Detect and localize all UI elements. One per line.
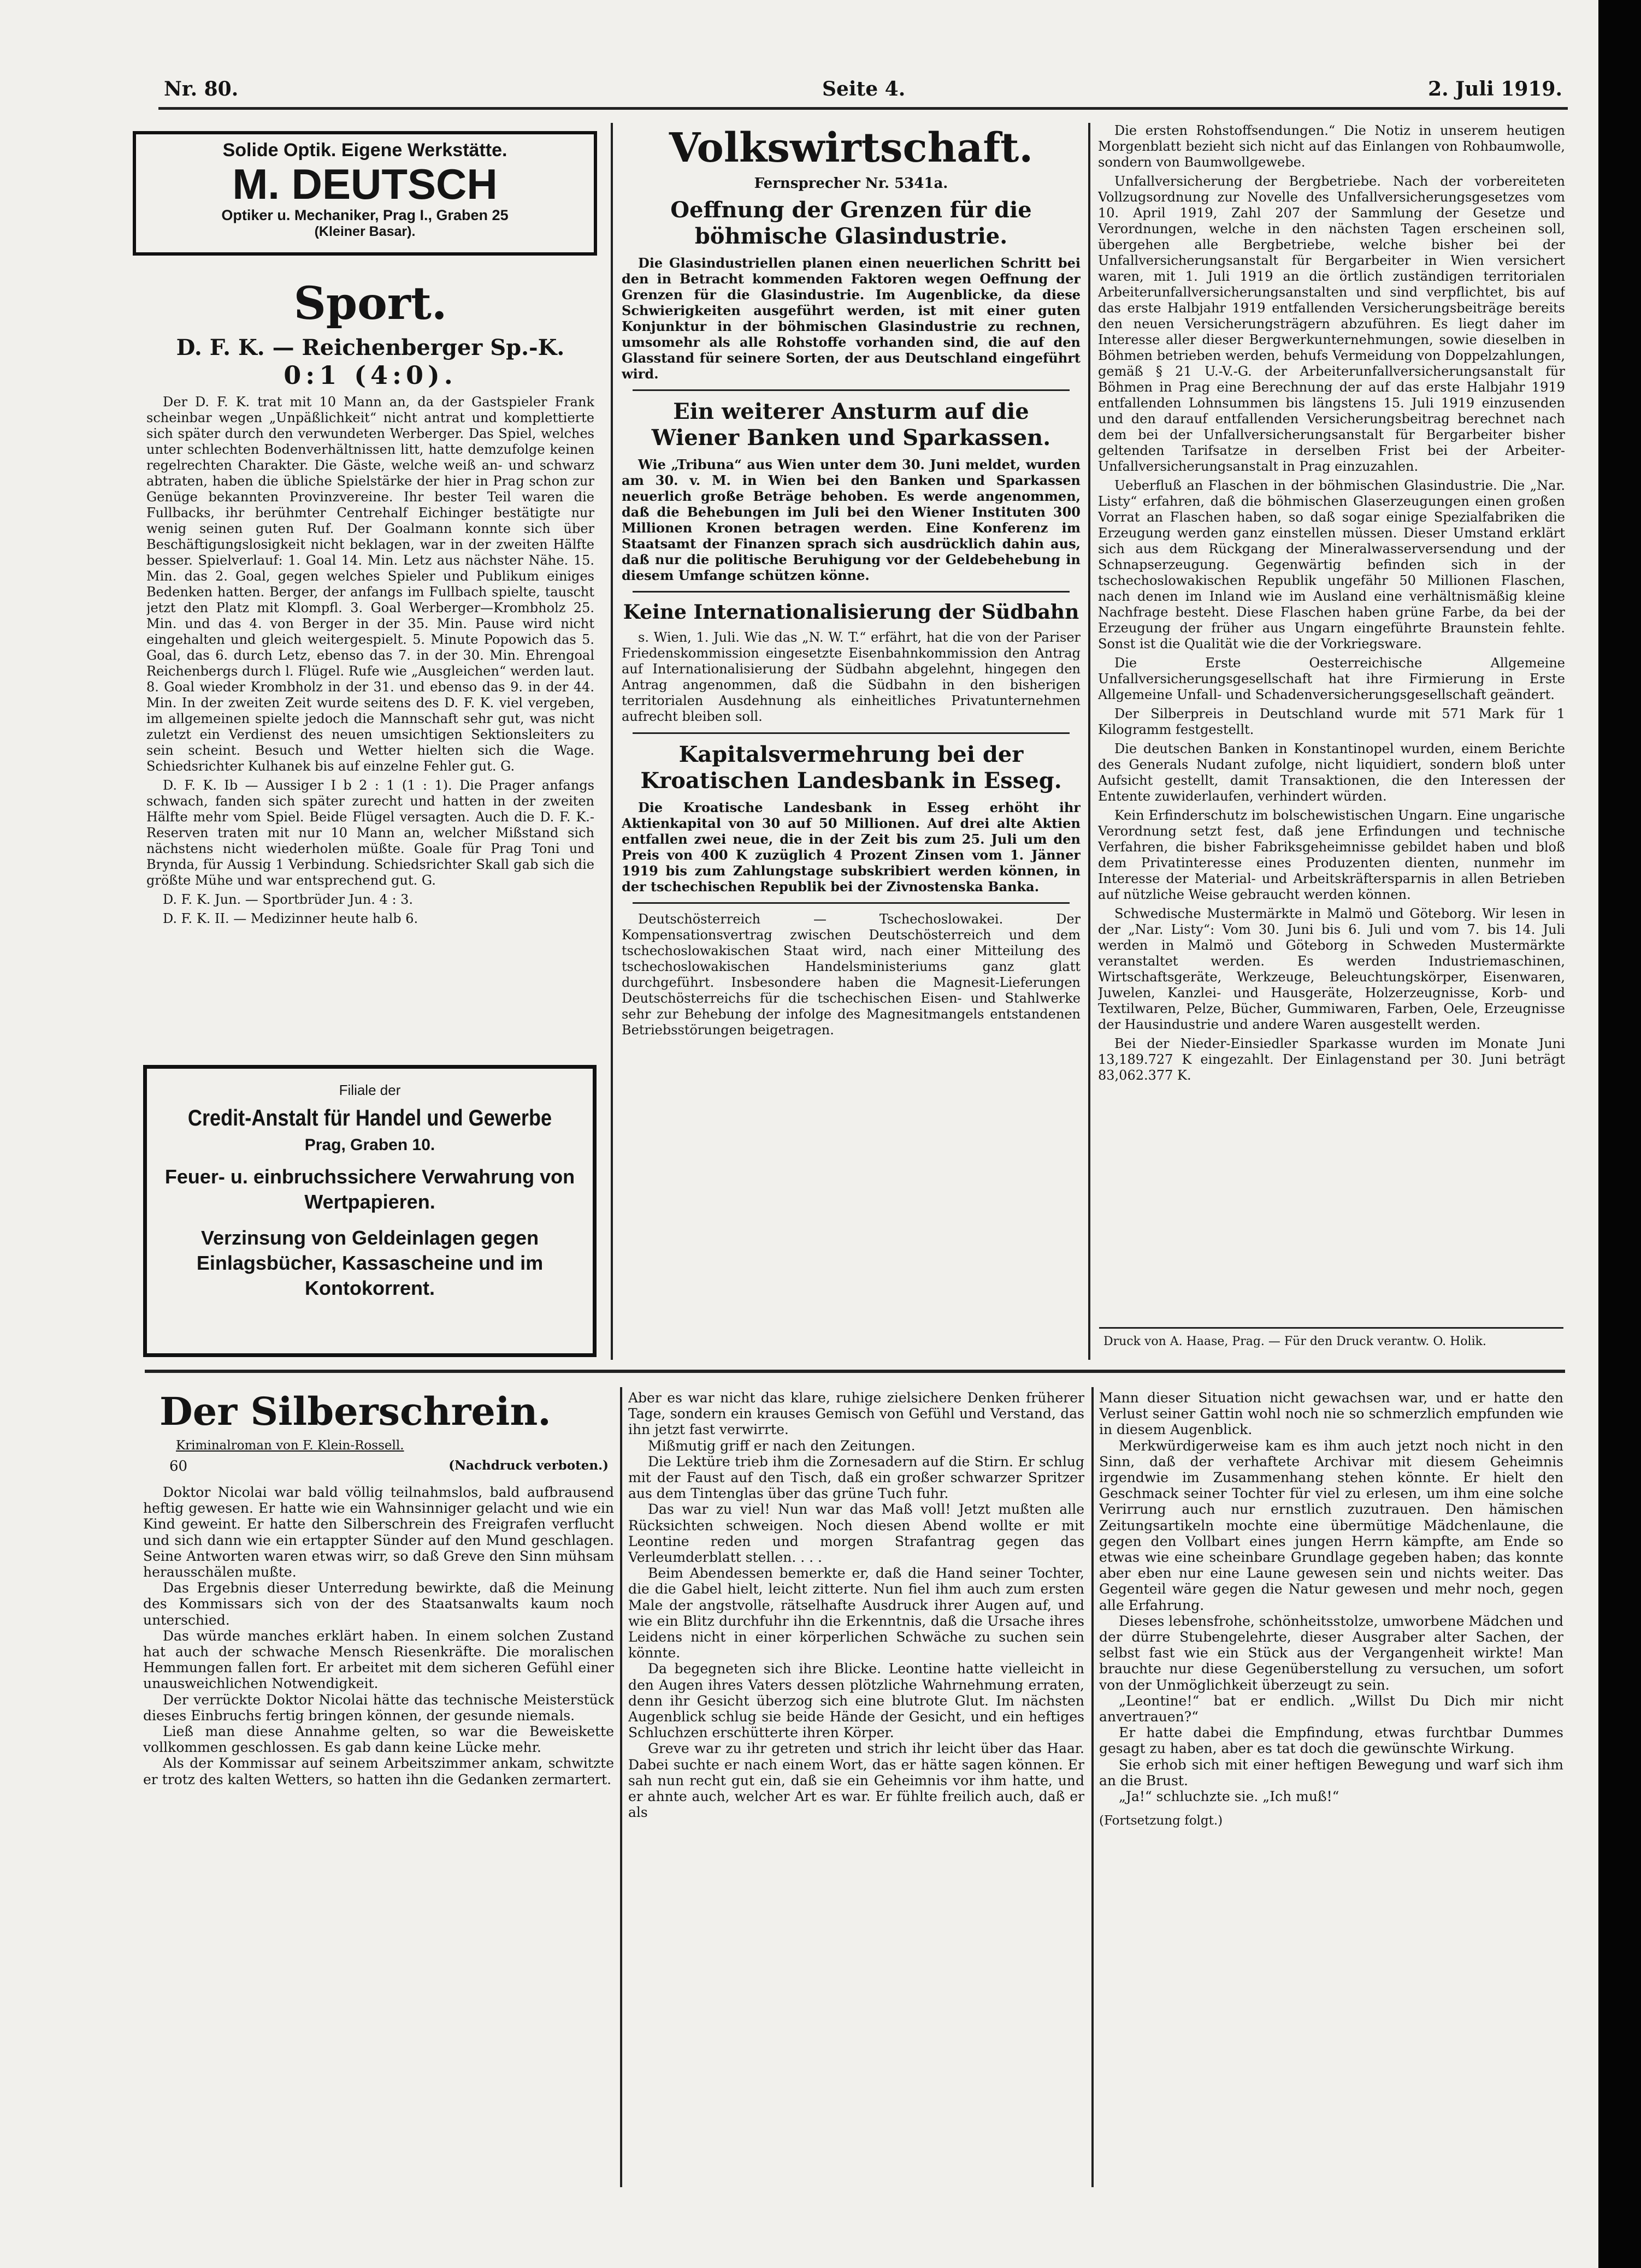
page-number: Seite 4. [822,78,906,100]
section-rule [145,1370,1565,1373]
volks-article2-title: Ein weiterer Ansturm auf die Wiener Banken und Sparkassen. [651,399,1051,451]
notice-paragraph: Die Erste Oesterreichische Allgemeine Unfallversicherungsgesellschaft hat ihre Firmierung in Erste Allgemeine Unfall- und Schadenversicherungsgesellschaft geändert. [1098,655,1565,702]
sport-title: Sport. [293,277,447,330]
column-rule-1 [611,123,613,1360]
serial-paragraph: Das würde manches erklärt haben. In einem solchen Zustand hat auch der schwache Mensch Riesenkräfte. Die moralischen Hemmungen fallen fort. Er arbeitet mit dem sicheren Gefühl einer unausweichlichen Notwendigkeit. [143,1627,614,1692]
column-rule-2 [1088,123,1090,1360]
serial-paragraph: Der verrückte Doktor Nicolai hätte das technische Meisterstück dieses Einbruchs fertig bringen können, der gesunde niemals. [143,1691,614,1724]
volks-divider [633,591,1070,593]
volks-article1-title: Oeffnung der Grenzen für die böhmische Glasindustrie. [670,197,1032,249]
serial-paragraph: Mißmutig griff er nach den Zeitungen. [648,1437,916,1454]
notice-paragraph: Die ersten Rohstoffsendungen.“ Die Notiz in unserem heutigen Morgenblatt bezieht sich nicht auf das Einlangen von Rohbaumwolle, sondern von Baumwollgewebe. [1098,123,1565,170]
sport-score: 0:1 (4:0). [284,360,457,390]
serial-paragraph: Das war zu viel! Nun war das Maß voll! Jetzt mußten alle Rücksichten schweigen. Noch diesen Abend wollte er mit Leontine reden und morgen Strafantrag gegen das Verleumderblatt stellen. . . . [628,1501,1084,1566]
serial-paragraph: „Leontine!“ bat er endlich. „Willst Du Dich mir nicht anvertrauen?“ [1099,1692,1563,1725]
serial-paragraph: „Ja!“ schluchzte sie. „Ich muß!“ [1119,1789,1339,1805]
volks-divider [633,902,1070,904]
notice-paragraph: Kein Erfinderschutz im bolschewistischen Ungarn. Eine ungarische Verordnung setzt fest, daß jene Erfindungen und technische Verfahren, die bisher Fabriksgeheimnisse gebildet haben und bloß dem Privatinteresse eines Produzenten dienten, nunmehr im Interesse der Material- und Arbeitskräftersparnis in allen Betrieben auf nützliche Weise gebraucht werden können. [1098,808,1565,902]
volks-article5-text: Deutschösterreich — Tschechoslowakei. Der Kompensationsvertrag zwischen Deutschösterreich und dem tschechoslowakischen Staat wird, nach einer Mitteilung des tschechoslowakischen Handelsministeriums ganz glatt durchgeführt. Insbesondere haben die Magnesit-Lieferungen Deutschösterreichs für die tschechischen Eisen- und Stahlwerke sehr zur Behebung der infolge des Magnesitmangels entstandenen Betriebsstörungen beigetragen. [622,911,1081,1038]
volks-article2-text: Wie „Tribuna“ aus Wien unter dem 30. Juni meldet, wurden am 30. v. M. in Wien bei den Banken und Sparkassen neuerlich große Beträge behoben. Es werde angenommen, daß die Behebungen im Juli bei den Wiener Instituten 300 Millionen Kronen betragen werden. Eine Konferenz im Staatsamt der Finanzen sprach sich ausdrücklich dahin aus, daß nur die politische Beruhigung vor der Geldebehebung in diesem Umfange schützen könne. [622,457,1081,583]
serial-paragraph: Er hatte dabei die Empfindung, etwas furchtbar Dummes gesagt zu haben, aber es tat doch die gewünschte Wirkung. [1099,1725,1563,1757]
serial-installment-number: 60 [169,1458,188,1475]
serial-column-2 [628,1390,1084,2187]
serial-column-3 [1099,1390,1563,2187]
serial-paragraph: Greve war zu ihr getreten und strich ihr leicht über das Haar. Dabei suchte er nach einem Wort, das er hätte sagen können. Er sah nun recht gut ein, daß sie ein Geheimnis vor ihm hatte, und er ahnte auch, welcher Art es war. Er fühlte freilich auch, daß er als [628,1740,1084,1821]
volks-divider [633,389,1070,391]
serial-paragraph: Merkwürdigerweise kam es ihm auch jetzt noch nicht in den Sinn, daß der verhaftete Archivar mit diesem Geheimnis irgendwie im Zusammenhang stehen könnte. Er hielt den Geschmack seiner Tochter für viel zu erlesen, um ihm eine solche Verirrung auch nur ernstlich zuzutrauen. Den hämischen Zeitungsartikeln mochte eine übermütige Mädchenlaune, die gegen den Vollbart eines jungen Herrn kämpfte, am Ende so etwas wie eine scheinbare Grundlage gegeben haben; das konnte aber eben nur eine Laune gewesen sein und nichts weiter. Das Gegenteil wäre gegen die Natur gewesen und mehr noch, gegen alle Erfahrung. [1099,1437,1563,1613]
serial-reprint-note: (Nachdruck verboten.) [448,1458,609,1473]
volks-phone: Fernsprecher Nr. 5341a. [754,175,948,192]
issue-number: Nr. 80. [164,78,239,100]
volks-article3-text: s. Wien, 1. Juli. Wie das „N. W. T.“ erfährt, hat die von der Pariser Friedenskommission eingesetzte Eisenbahnkommission den Antrag auf Internationalisierung der Südbahn abgelehnt, hingegen den Antrag angenommen, daß die Südbahn in den bisherigen territorialen Ausdehnung als einheitliches Privatunternehmen aufrecht bleiben soll. [622,630,1081,724]
serial-paragraph: Beim Abendessen bemerkte er, daß die Hand seiner Tochter, die die Gabel hielt, leicht zitterte. Nun fiel ihm auch zum ersten Male der angstvolle, rätselhafte Ausdruck ihrer Augen auf, und wie ein Blitz durchfuhr ihn die Erkenntnis, daß die Ursache ihres Leidens nicht in einer körperlichen Schwäche zu suchen sein könnte. [628,1565,1084,1661]
notice-paragraph: Schwedische Mustermärkte in Malmö und Göteborg. Wir lesen in der „Nar. Listy“: Vom 30. Juni bis 6. Juli und vom 7. bis 14. Juli werden in Malmö und Göteborg in Schweden Mustermärkte veranstaltet werden. Es werden Industriemaschinen, Wirtschaftsgeräte, Werkzeuge, Beleuchtungskörper, Eisenwaren, Juwelen, Kanzlei- und Hausgeräte, Holzerzeugnisse, Korb- und Textilwaren, Pelze, Bücher, Gummiwaren, Farben, Oele, Erzeugnisse der Hausindustrie und andere Waren ausgestellt werden. [1098,906,1565,1032]
sport-paragraph: Der D. F. K. trat mit 10 Mann an, da der Gastspieler Frank scheinbar wegen „Unpäßlichkeit“ nicht antrat und komplettierte sich später durch den verwundeten Werberger. Das Spiel, welches unter schlechten Bodenverhältnissen litt, hatte demzufolge keinen regelrechten Charakter. Die Gäste, welche weiß an- und schwarz abtraten, haben die übliche Spielstärke der hier in Prag schon zur Genüge bekannten Provinzvereine. Ihr bester Teil waren die Fullbacks, ihr berühmter Centrehalf Eichinger bestätigte nur wenig seinen guten Ruf. Der Goalmann konnte sich über Beschäftigungslosigkeit nicht beklagen, war in der zweiten Hälfte besser. Spielverlauf: 1. Goal 14. Min. Letz aus nächster Nähe. 15. Min. das 2. Goal, gegen welches Spieler und Publikum einiges Bedenken hatten. Berger, der anfangs im Fullbach spielte, tauscht jetzt den Platz mit Klompfl. 3. Goal Werberger—Krombholz 25. Min. und das 4. von Berger in der 35. Min. Pause wird nicht eingehalten und gleich weitergespielt. 5. Minute Popowich das 5. Goal, das 6. durch Letz, ebenso das 7. in der 30. Min. Ehrengoal Reichenbergs durch l. Flügel. Rufe wie „Ausgleichen“ werden laut. 8. Goal wieder Krombholz in der 31. und ebenso das 9. in der 44. Min. In der zweiten Zeit wurde seitens des D. F. K. viel vergeben, im allgemeinen spielte jedoch die Mannschaft sehr gut, was nicht zuletzt ein Verdienst des neuen umsichtigen Sektionsleiters zu sein scheint. Besuch und Wetter hielten sich die Wage. Schiedsrichter Kulhanek bis auf einzelne Fehler gut. G. [146,394,594,774]
serial-paragraph: Da begegneten sich ihre Blicke. Leontine hatte vielleicht in den Augen ihres Vaters dessen plötzliche Wahrnehmung erraten, denn ihr Gesicht überzog sich eine blutrote Glut. Im nächsten Augenblick schlug sie beide Hände der Gesicht, und ein heftiges Schluchzen erschütterte ihren Körper. [628,1661,1084,1741]
ad-credit-service2: Verzinsung von Geldeinlagen gegen Einlagsbücher, Kassascheine und im Kontokorrent. [196,1227,544,1299]
ad-deutsch-note: (Kleiner Basar). [314,224,416,239]
volks-title: Volkswirtschaft. [669,125,1034,171]
serial-paragraph: Ließ man diese Annahme gelten, so war die Beweiskette vollkommen geschlossen. Es gab dann keine Lücke mehr. [143,1724,614,1756]
sport-paragraph: D. F. K. Ib — Aussiger I b 2 : 1 (1 : 1). Die Prager anfangs schwach, fanden sich später zurecht und hatten in der zweiten Hälfte mehr vom Spiel. Beide Flügel versagten. Auch die D. F. K.-Reserven traten mit nur 10 Mann an, welcher Mißstand sich nächstens nicht wiederholen müßte. Goale für Prag Toni und Brynda, für Aussig 1 Verbindung. Schiedsrichter Skall gab sich die größte Mühe und war entsprechend gut. G. [146,778,594,888]
volks-divider [633,732,1070,734]
serial-byline: Kriminalroman von F. Klein-Rossell. [176,1438,404,1453]
ad-credit-service1: Feuer- u. einbruchssichere Verwahrung von Wertpapieren. [164,1165,575,1213]
sport-match: D. F. K. — Reichenberger Sp.-K. [176,335,565,360]
page-header [164,78,1562,105]
ad-deutsch [133,131,597,256]
serial-paragraph: Die Lektüre trieb ihm die Zornesadern auf die Stirn. Er schlug mit der Faust auf den Tisch, daß ein großer schwarzer Spritzer aus dem Tintenglas über das grüne Tuch fuhr. [628,1453,1084,1502]
serial-paragraph: Sie erhob sich mit einer heftigen Bewegung und warf sich ihm an die Brust. [1099,1756,1563,1789]
scan-black-edge [1598,0,1641,2268]
serial-continued-note: (Fortsetzung folgt.) [1099,1814,1223,1828]
sport-paragraph: D. F. K. Jun. — Sportbrüder Jun. 4 : 3. [163,892,414,907]
ad-deutsch-name: M. DEUTSCH [232,160,498,208]
notice-paragraph: Der Silberpreis in Deutschland wurde mit 571 Mark für 1 Kilogramm festgestellt. [1098,706,1565,737]
ad-credit-line1: Filiale der [339,1082,401,1098]
printer-imprint: Druck von A. Haase, Prag. — Für den Druck verantw. O. Holik. [1103,1335,1486,1348]
volks-article4-text: Die Kroatische Landesbank in Esseg erhöht ihr Aktienkapital von 30 auf 50 Millionen. Auf drei alte Aktien entfallen zwei neue, die in der Zeit bis zum 25. Juli um den Preis von 400 K zuzüglich 4 Prozent Zinsen vom 1. Jänner 1919 bis zum Zahlungstage subskribiert werden können, in der tschechischen Republik bei der Zivnostenska Banka. [622,800,1081,895]
notices-column [1098,123,1565,1363]
serial-paragraph: Als der Kommissar auf seinem Arbeitszimmer ankam, schwitzte er trotz des kalten Wetters, so hatten ihn die Gedanken zermartert. [143,1755,614,1787]
serial-paragraph: Das Ergebnis dieser Unterredung bewirkte, daß die Meinung des Kommissars sich von der des Staatsanwalts kaum noch unterschied. [143,1580,614,1628]
column-rule-3 [620,1387,622,2187]
ad-deutsch-address: Optiker u. Mechaniker, Prag I., Graben 25 [221,207,509,223]
serial-paragraph: Mann dieser Situation nicht gewachsen war, und er hatte den Verlust seiner Gattin wohl noch nie so schmerzlich empfunden wie in diesem Augenblick. [1099,1390,1563,1438]
column-rule-4 [1091,1387,1094,2187]
volks-article3-title: Keine Internationalisierung der Südbahn [623,601,1079,624]
header-rule [158,107,1568,110]
issue-date: 2. Juli 1919. [1428,78,1562,100]
notice-paragraph: Die deutschen Banken in Konstantinopel wurden, einem Berichte des Generals Nudant zufolge, nicht liquidiert, sondern bloß unter Aufsicht gestellt, damit Transaktionen, die den Interessen der Entente zuwiderlaufen, verhindert würden. [1098,741,1565,804]
notice-paragraph: Ueberfluß an Flaschen in der böhmischen Glasindustrie. Die „Nar. Listy“ erfahren, daß die böhmischen Glaserzeugungen einen großen Vorrat an Flaschen haben, so daß sogar einige Spezialfabriken die Erzeugung werden ganz einstellen müssen. Dieser Umstand erklärt sich aus dem Rückgang der Mineralwasserversendung und der Schnapserzeugung. Gegenwärtig befinden sich in der tschechoslowakischen Republik ungefähr 50 Millionen Flaschen, nach denen im Inland wie im Ausland eine verhältnismäßig kleine Nachfrage besteht. Diese Flaschen haben grüne Farbe, da bei der Erzeugung der früher aus Ungarn eingeführte Braunstein fehlte. Sonst ist die Qualität wie die der Vorkriegsware. [1098,478,1565,652]
sport-paragraph: D. F. K. II. — Medizinner heute halb 6. [163,911,418,926]
ad-credit-name: Credit-Anstalt für Handel und Gewerbe [187,1105,552,1130]
notice-paragraph: Bei der Nieder-Einsiedler Sparkasse wurden im Monate Juni 13,189.727 K eingezahlt. Der Einlagenstand per 30. Juni beträgt 83,062.377 K. [1098,1036,1565,1083]
notice-paragraph: Unfallversicherung der Bergbetriebe. Nach der vorbereiteten Vollzugsordnung zur Novelle des Unfallversicherungsgesetzes vom 10. April 1919, Zahl 207 der Sammlung der Gesetze und Verordnungen, welche in den nächsten Tagen erscheinen soll, übergehen alle Bergbetriebe, welche bisher bei der Unfallversicherungsanstalt für Bergarbeiter in Wien versichert waren, mit 1. Juli 1919 an die örtlich zuständigen territorialen Arbeiterunfallversicherungsanstalten und sind verpflichtet, bis auf das erste Halbjahr 1919 entfallenden Versicherungsbeiträge bereits den neuen Versicherungsträgern abzuführen. Es liegt daher im Interesse aller dieser Bergwerkunternehmungen, sowie dieselben in Böhmen betrieben werden, behufs Vermeidung von Doppelzahlungen, gemäß § 21 U.-V.-G. der Arbeiterunfallversicherungsanstalt für Böhmen in Prag eine Berechnung der auf das erste Halbjahr 1919 entfallenden Lohnsummen bis längstens 15. Juli 1919 einzusenden und den darauf entfallenden Versicherungsbeitrag berechnet nach dem bei der Unfallversicherungsanstalt für Bergarbeiter bisher geltenden Tarifsatze in derselben Frist bei der Arbeiter-Unfallversicherungsanstalt in Prag einzuzahlen. [1098,174,1565,474]
volks-article4-title: Kapitalsvermehrung bei der Kroatischen Landesbank in Esseg. [640,742,1062,793]
ad-credit-anstalt [143,1065,597,1357]
volks-article1-text: Die Glasindustriellen planen einen neuerlichen Schritt bei den in Betracht kommenden Faktoren wegen Oeffnung der Grenzen für die Glasindustrie. Im Augenblicke, da diese Schwierigkeiten ausgeführt werden, ist mit einer guten Konjunktur in der böhmischen Glasindustrie zu rechnen, umsomehr als alle Rohstoffe vorhanden sind, die auf den Glasstand für seinere Sorten, der aus Deutschland eingeführt wird. [622,255,1081,382]
volkswirtschaft-section [622,123,1081,1363]
serial-title: Der Silberschrein. [160,1389,551,1434]
imprint-rule [1099,1327,1563,1329]
serial-column-1 [143,1384,614,2187]
serial-paragraph: Dieses lebensfrohe, schönheitsstolze, umworbene Mädchen und der dürre Stubengelehrte, dieser Ausgraber alter Sachen, der selbst fast wie ein Stück aus der Vergangenheit wirkte! Man brauchte nur diese Gegenüberstellung zu versuchen, um sofort von der Unmöglichkeit überzeugt zu sein. [1099,1613,1563,1693]
serial-paragraph: Doktor Nicolai war bald völlig teilnahmslos, bald aufbrausend heftig gewesen. Er hatte wie ein Wahnsinniger gelacht und wie ein Kind geweint. Er hatte den Silberschrein des Freigrafen verflucht und sich dann wie ein ertappter Sünder auf den Mund geschlagen. Seine Antworten waren etwas wirr, so daß Greve den Sinn mühsam herausschälen mußte. [143,1484,614,1580]
sport-section [146,273,594,1021]
serial-paragraph: Aber es war nicht das klare, ruhige zielsichere Denken früherer Tage, sondern ein krauses Gemisch von Gefühl und Verstand, das ihn jetzt fast verwirrte. [628,1390,1084,1438]
ad-deutsch-tagline: Solide Optik. Eigene Werkstätte. [222,140,507,161]
ad-credit-address: Prag, Graben 10. [304,1136,435,1154]
